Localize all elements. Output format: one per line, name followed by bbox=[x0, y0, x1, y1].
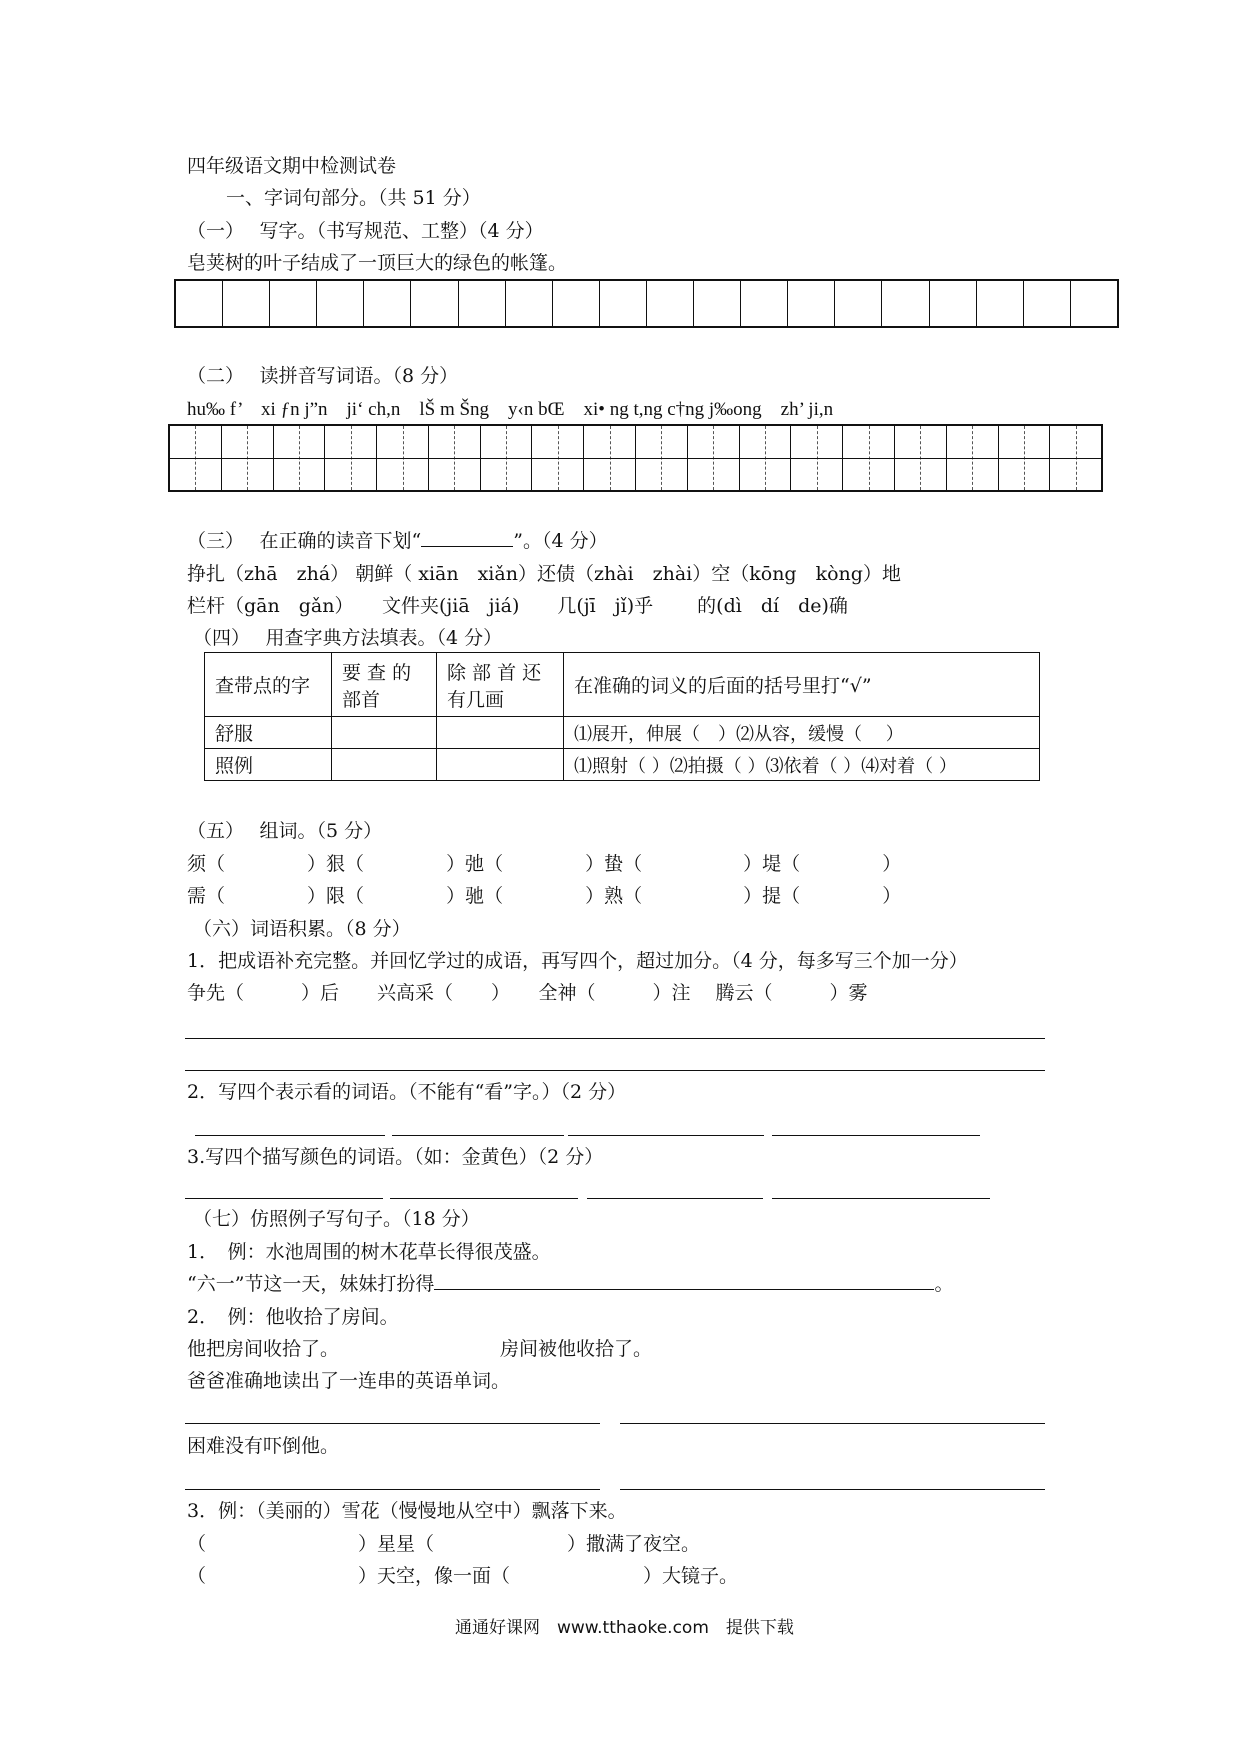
writing-cell[interactable] bbox=[647, 281, 694, 326]
answer-line[interactable] bbox=[185, 1038, 1045, 1039]
writing-cell[interactable] bbox=[600, 281, 647, 326]
writing-cell[interactable] bbox=[835, 281, 882, 326]
dictionary-table bbox=[204, 652, 1040, 781]
s7-q3-l1: （ ）星星（ ）撒满了夜空。 bbox=[187, 1533, 701, 1555]
writing-cell[interactable] bbox=[791, 426, 843, 490]
s7-q3: 3．例：（美丽的）雪花（慢慢地从空中）飘落下来。 bbox=[187, 1500, 627, 1522]
underline-sample bbox=[421, 546, 513, 547]
writing-cell[interactable] bbox=[882, 281, 929, 326]
writing-cell[interactable] bbox=[999, 426, 1051, 490]
writing-cell[interactable] bbox=[553, 281, 600, 326]
pinyin-writing-grid bbox=[168, 424, 1103, 492]
writing-cell[interactable] bbox=[788, 281, 835, 326]
writing-cell[interactable] bbox=[636, 426, 688, 490]
writing-cell[interactable] bbox=[947, 426, 999, 490]
s7-q2-s2: 困难没有吓倒他。 bbox=[187, 1435, 340, 1457]
writing-cell[interactable] bbox=[694, 281, 741, 326]
writing-cell[interactable] bbox=[895, 426, 947, 490]
writing-cell[interactable] bbox=[222, 426, 274, 490]
writing-cell[interactable] bbox=[170, 426, 222, 490]
table-header: 除 部 首 还 有几画 bbox=[437, 653, 564, 717]
table-cell: ⑴展开，伸展（ ）⑵从容，缓慢（ ） bbox=[564, 717, 1040, 749]
table-header: 查带点的字 bbox=[205, 653, 332, 717]
s6-heading: （六）词语积累。（8 分） bbox=[193, 918, 411, 940]
writing-cell[interactable] bbox=[481, 426, 533, 490]
s3-line2: 栏杆（gān gǎn） 文件夹(jiā jiá) 几(jī jǐ)乎 的(dì dí de)确 bbox=[187, 595, 848, 617]
writing-grid bbox=[174, 279, 1119, 328]
answer-line[interactable] bbox=[772, 1198, 990, 1199]
writing-cell[interactable] bbox=[223, 281, 270, 326]
answer-line[interactable] bbox=[392, 1135, 564, 1136]
answer-line[interactable] bbox=[587, 1198, 763, 1199]
table-row bbox=[205, 717, 1040, 749]
s5-line2: 需（ ）限（ ）驰（ ）熟（ ）提（ ） bbox=[187, 885, 902, 907]
table-cell: 舒服 bbox=[205, 717, 332, 749]
s7-q2-s1: 爸爸准确地读出了一连串的英语单词。 bbox=[187, 1370, 511, 1392]
writing-cell[interactable] bbox=[274, 426, 326, 490]
writing-cell[interactable] bbox=[176, 281, 223, 326]
table-cell: ⑴照射（ ）⑵拍摄（ ）⑶依着（ ）⑷对着（ ） bbox=[564, 749, 1040, 781]
s3-line1: 挣扎（zhā zhá） 朝鲜（ xiān xiǎn）还债（zhài zhài）空（kōng kòng）地 bbox=[187, 563, 901, 585]
writing-cell[interactable] bbox=[364, 281, 411, 326]
s2-pinyin: hu‰ f’ xi ƒn j”n ji‘ ch,n lŠ m Šng y‹n bŒ xi• ng t,ng c†ng j‰ong zh’ ji,n bbox=[187, 399, 834, 420]
answer-line[interactable] bbox=[185, 1070, 1045, 1071]
table-header: 在准确的词义的后面的括号里打“√” bbox=[564, 653, 1040, 717]
s5-line1: 须（ ）狠（ ）弛（ ）蛰（ ）堤（ ） bbox=[187, 853, 902, 875]
s3-heading bbox=[187, 529, 608, 553]
answer-cell[interactable] bbox=[437, 749, 564, 781]
s3-heading-pre: （三） 在正确的读音下划“ bbox=[187, 530, 422, 552]
s7-q3-l2: （ ）天空，像一面（ ）大镜子。 bbox=[187, 1565, 739, 1587]
writing-cell[interactable] bbox=[1050, 426, 1101, 490]
writing-cell[interactable] bbox=[930, 281, 977, 326]
s4-heading: （四） 用查字典方法填表。（4 分） bbox=[193, 627, 503, 649]
answer-line[interactable] bbox=[620, 1423, 1045, 1424]
writing-cell[interactable] bbox=[270, 281, 317, 326]
writing-cell[interactable] bbox=[377, 426, 429, 490]
s1-heading: （一） 写字。（书写规范、工整）（4 分） bbox=[187, 220, 544, 242]
s7-q2: 2． 例：他收拾了房间。 bbox=[187, 1306, 399, 1328]
table-cell: 照例 bbox=[205, 749, 332, 781]
s7-q2-b: 房间被他收拾了。 bbox=[500, 1338, 653, 1360]
s7-q1-stem: “六一”节这一天，妹妹打扮得 bbox=[187, 1273, 435, 1295]
s7-heading: （七）仿照例子写句子。（18 分） bbox=[193, 1208, 480, 1230]
answer-line[interactable] bbox=[185, 1423, 600, 1424]
s7-q2-a: 他把房间收拾了。 bbox=[187, 1338, 340, 1360]
answer-line[interactable] bbox=[390, 1198, 578, 1199]
page-title: 四年级语文期中检测试卷 bbox=[187, 155, 397, 177]
answer-line[interactable] bbox=[185, 1198, 383, 1199]
answer-line[interactable] bbox=[185, 1489, 600, 1490]
writing-cell[interactable] bbox=[1071, 281, 1117, 326]
writing-cell[interactable] bbox=[532, 426, 584, 490]
writing-cell[interactable] bbox=[843, 426, 895, 490]
answer-cell[interactable] bbox=[437, 717, 564, 749]
s2-heading: （二） 读拼音写词语。（8 分） bbox=[187, 365, 459, 387]
s6-q1-items: 争先（ ）后 兴高采（ ） 全神（ ）注 腾云（ ）雾 bbox=[187, 982, 868, 1004]
s6-q2: 2．写四个表示看的词语。（不能有“看”字。）（2 分） bbox=[187, 1081, 627, 1103]
answer-line[interactable] bbox=[620, 1489, 1045, 1490]
part1-heading: 一、字词句部分。（共 51 分） bbox=[226, 187, 481, 209]
writing-cell[interactable] bbox=[688, 426, 740, 490]
table-row bbox=[205, 749, 1040, 781]
writing-cell[interactable] bbox=[740, 426, 792, 490]
answer-line[interactable] bbox=[568, 1135, 764, 1136]
s7-q1-line bbox=[187, 1272, 953, 1296]
writing-cell[interactable] bbox=[741, 281, 788, 326]
writing-cell[interactable] bbox=[459, 281, 506, 326]
table-header: 要 查 的 部首 bbox=[332, 653, 437, 717]
s5-heading: （五） 组词。（5 分） bbox=[187, 820, 383, 842]
s3-heading-post: ”。（4 分） bbox=[513, 530, 608, 552]
writing-cell[interactable] bbox=[411, 281, 458, 326]
s6-q3: 3.写四个描写颜色的词语。（如：金黄色）（2 分） bbox=[187, 1146, 604, 1168]
answer-line[interactable] bbox=[772, 1135, 980, 1136]
answer-cell[interactable] bbox=[332, 717, 437, 749]
s7-q1-end: 。 bbox=[934, 1273, 954, 1295]
s1-sentence: 皂荚树的叶子结成了一顶巨大的绿色的帐篷。 bbox=[187, 252, 568, 274]
page-footer: 通通好课网 www.tthaoke.com 提供下载 bbox=[455, 1618, 794, 1638]
writing-cell[interactable] bbox=[429, 426, 481, 490]
writing-cell[interactable] bbox=[325, 426, 377, 490]
writing-cell[interactable] bbox=[506, 281, 553, 326]
writing-cell[interactable] bbox=[317, 281, 364, 326]
s6-q1: 1．把成语补充完整。并回忆学过的成语，再写四个，超过加分。（4 分，每多写三个加一分） bbox=[187, 950, 968, 972]
answer-cell[interactable] bbox=[332, 749, 437, 781]
answer-line[interactable] bbox=[434, 1289, 934, 1290]
writing-cell[interactable] bbox=[977, 281, 1024, 326]
s7-q1: 1． 例：水池周围的树木花草长得很茂盛。 bbox=[187, 1241, 551, 1263]
answer-line[interactable] bbox=[195, 1135, 385, 1136]
writing-cell[interactable] bbox=[1024, 281, 1071, 326]
writing-cell[interactable] bbox=[584, 426, 636, 490]
